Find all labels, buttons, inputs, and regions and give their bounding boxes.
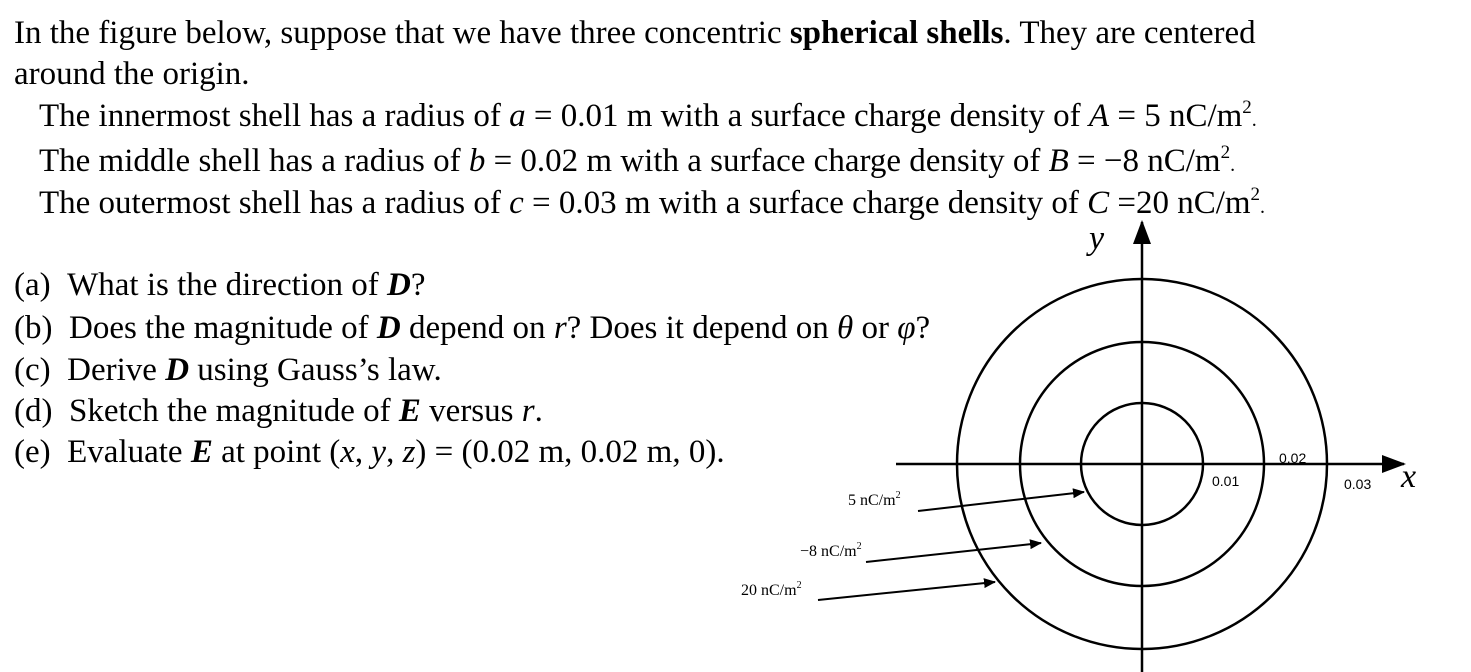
label-inner-density — [848, 492, 901, 510]
question-b-text-1: Does the magnitude of — [68, 310, 377, 346]
shell-outer-var: c — [509, 185, 524, 221]
arrow-middle-shell — [866, 543, 1041, 562]
shell-outer-dens-eq: =20 nC/m — [1109, 185, 1251, 221]
question-a-text: What is the direction of — [67, 267, 387, 303]
shell-middle-dens-var: B — [1048, 143, 1069, 179]
shell-outer-end: . — [1260, 196, 1266, 218]
tick-label-002: 0.02 — [1279, 450, 1307, 466]
shell-middle-eq: = 0.02 m with a surface charge density of — [485, 143, 1049, 179]
intro-text-2: . They are centered — [1003, 15, 1256, 51]
shell-middle-var: b — [468, 143, 486, 179]
label-middle-density — [800, 543, 862, 561]
question-b-label: (b) — [14, 310, 53, 346]
intro-bold-term: spherical shells — [789, 15, 1004, 51]
shell-inner-pre: The innermost shell has a radius of — [39, 98, 510, 134]
axis-label-y: y — [1089, 220, 1105, 257]
question-b-phi: φ — [897, 310, 916, 346]
question-e-label: (e) — [14, 434, 51, 470]
question-d-r: r — [521, 393, 535, 429]
label-middle-sup: 2 — [856, 541, 862, 552]
label-middle-text: −8 nC/m — [800, 543, 857, 560]
question-b-text-5: ? — [915, 310, 931, 346]
question-c-text-1: Derive — [67, 352, 166, 388]
shell-outer-eq: = 0.03 m with a surface charge density of — [523, 185, 1088, 221]
question-e-vector: E — [190, 434, 213, 470]
question-e-text-3: ) = (0.02 m, 0.02 m, 0). — [415, 434, 725, 470]
question-d-text-2: versus — [420, 393, 522, 429]
shell-inner-var: a — [509, 98, 526, 134]
shell-inner-eq: = 0.01 m with a surface charge density of — [525, 98, 1089, 134]
shell-inner-dens-eq: = 5 nC/m — [1109, 98, 1243, 134]
question-e-x: x — [340, 434, 355, 470]
question-c-label: (c) — [14, 352, 51, 388]
tick-label-001: 0.01 — [1212, 473, 1240, 489]
shell-outer-dens-var: C — [1087, 185, 1110, 221]
arrow-inner-shell — [918, 492, 1084, 511]
axis-label-x: x — [1401, 458, 1417, 495]
shell-outer-pre: The outermost shell has a radius of — [39, 185, 510, 221]
question-b-text-3: ? Does it depend on — [566, 310, 838, 346]
question-a-end: ? — [410, 267, 426, 303]
question-b-vector: D — [376, 310, 401, 346]
label-outer-density — [741, 582, 802, 600]
intro-text-3: around the origin. — [14, 56, 250, 92]
question-e-comma-2: , — [386, 434, 403, 470]
question-d-vector: E — [398, 393, 421, 429]
label-outer-sup: 2 — [796, 580, 802, 591]
question-e-text-1: Evaluate — [67, 434, 191, 470]
shell-middle-dens-eq: = −8 nC/m — [1068, 143, 1221, 179]
shell-middle-end: . — [1230, 154, 1236, 176]
question-a-label: (a) — [14, 267, 51, 303]
question-a-vector: D — [386, 267, 411, 303]
label-outer-text: 20 nC/m — [741, 582, 797, 599]
question-e-y: y — [371, 434, 387, 470]
question-b-text-2: depend on — [400, 310, 554, 346]
question-d-label: (d) — [14, 393, 53, 429]
question-d-text-3: . — [534, 393, 543, 429]
shell-inner-dens-var: A — [1088, 98, 1110, 134]
shell-inner-sup: 2 — [1242, 97, 1252, 118]
question-c-text-2: using Gauss’s law. — [189, 352, 442, 388]
label-inner-sup: 2 — [895, 490, 901, 501]
label-inner-text: 5 nC/m — [848, 492, 896, 509]
question-b-theta: θ — [837, 310, 854, 346]
tick-label-003: 0.03 — [1344, 476, 1372, 492]
question-e-z: z — [402, 434, 416, 470]
question-e-comma-1: , — [354, 434, 372, 470]
shell-middle-pre: The middle shell has a radius of — [39, 143, 469, 179]
question-e-text-2: at point ( — [212, 434, 341, 470]
question-b-r: r — [553, 310, 567, 346]
intro-text-1: In the figure below, suppose that we have three concentric — [14, 15, 790, 51]
question-c-vector: D — [165, 352, 190, 388]
question-d-text-1: Sketch the magnitude of — [68, 393, 399, 429]
shell-outer-sup: 2 — [1250, 184, 1261, 205]
shell-middle-sup: 2 — [1220, 142, 1231, 163]
question-b-text-4: or — [853, 310, 898, 346]
arrow-outer-shell — [818, 582, 995, 600]
shell-inner-end: . — [1251, 109, 1257, 131]
